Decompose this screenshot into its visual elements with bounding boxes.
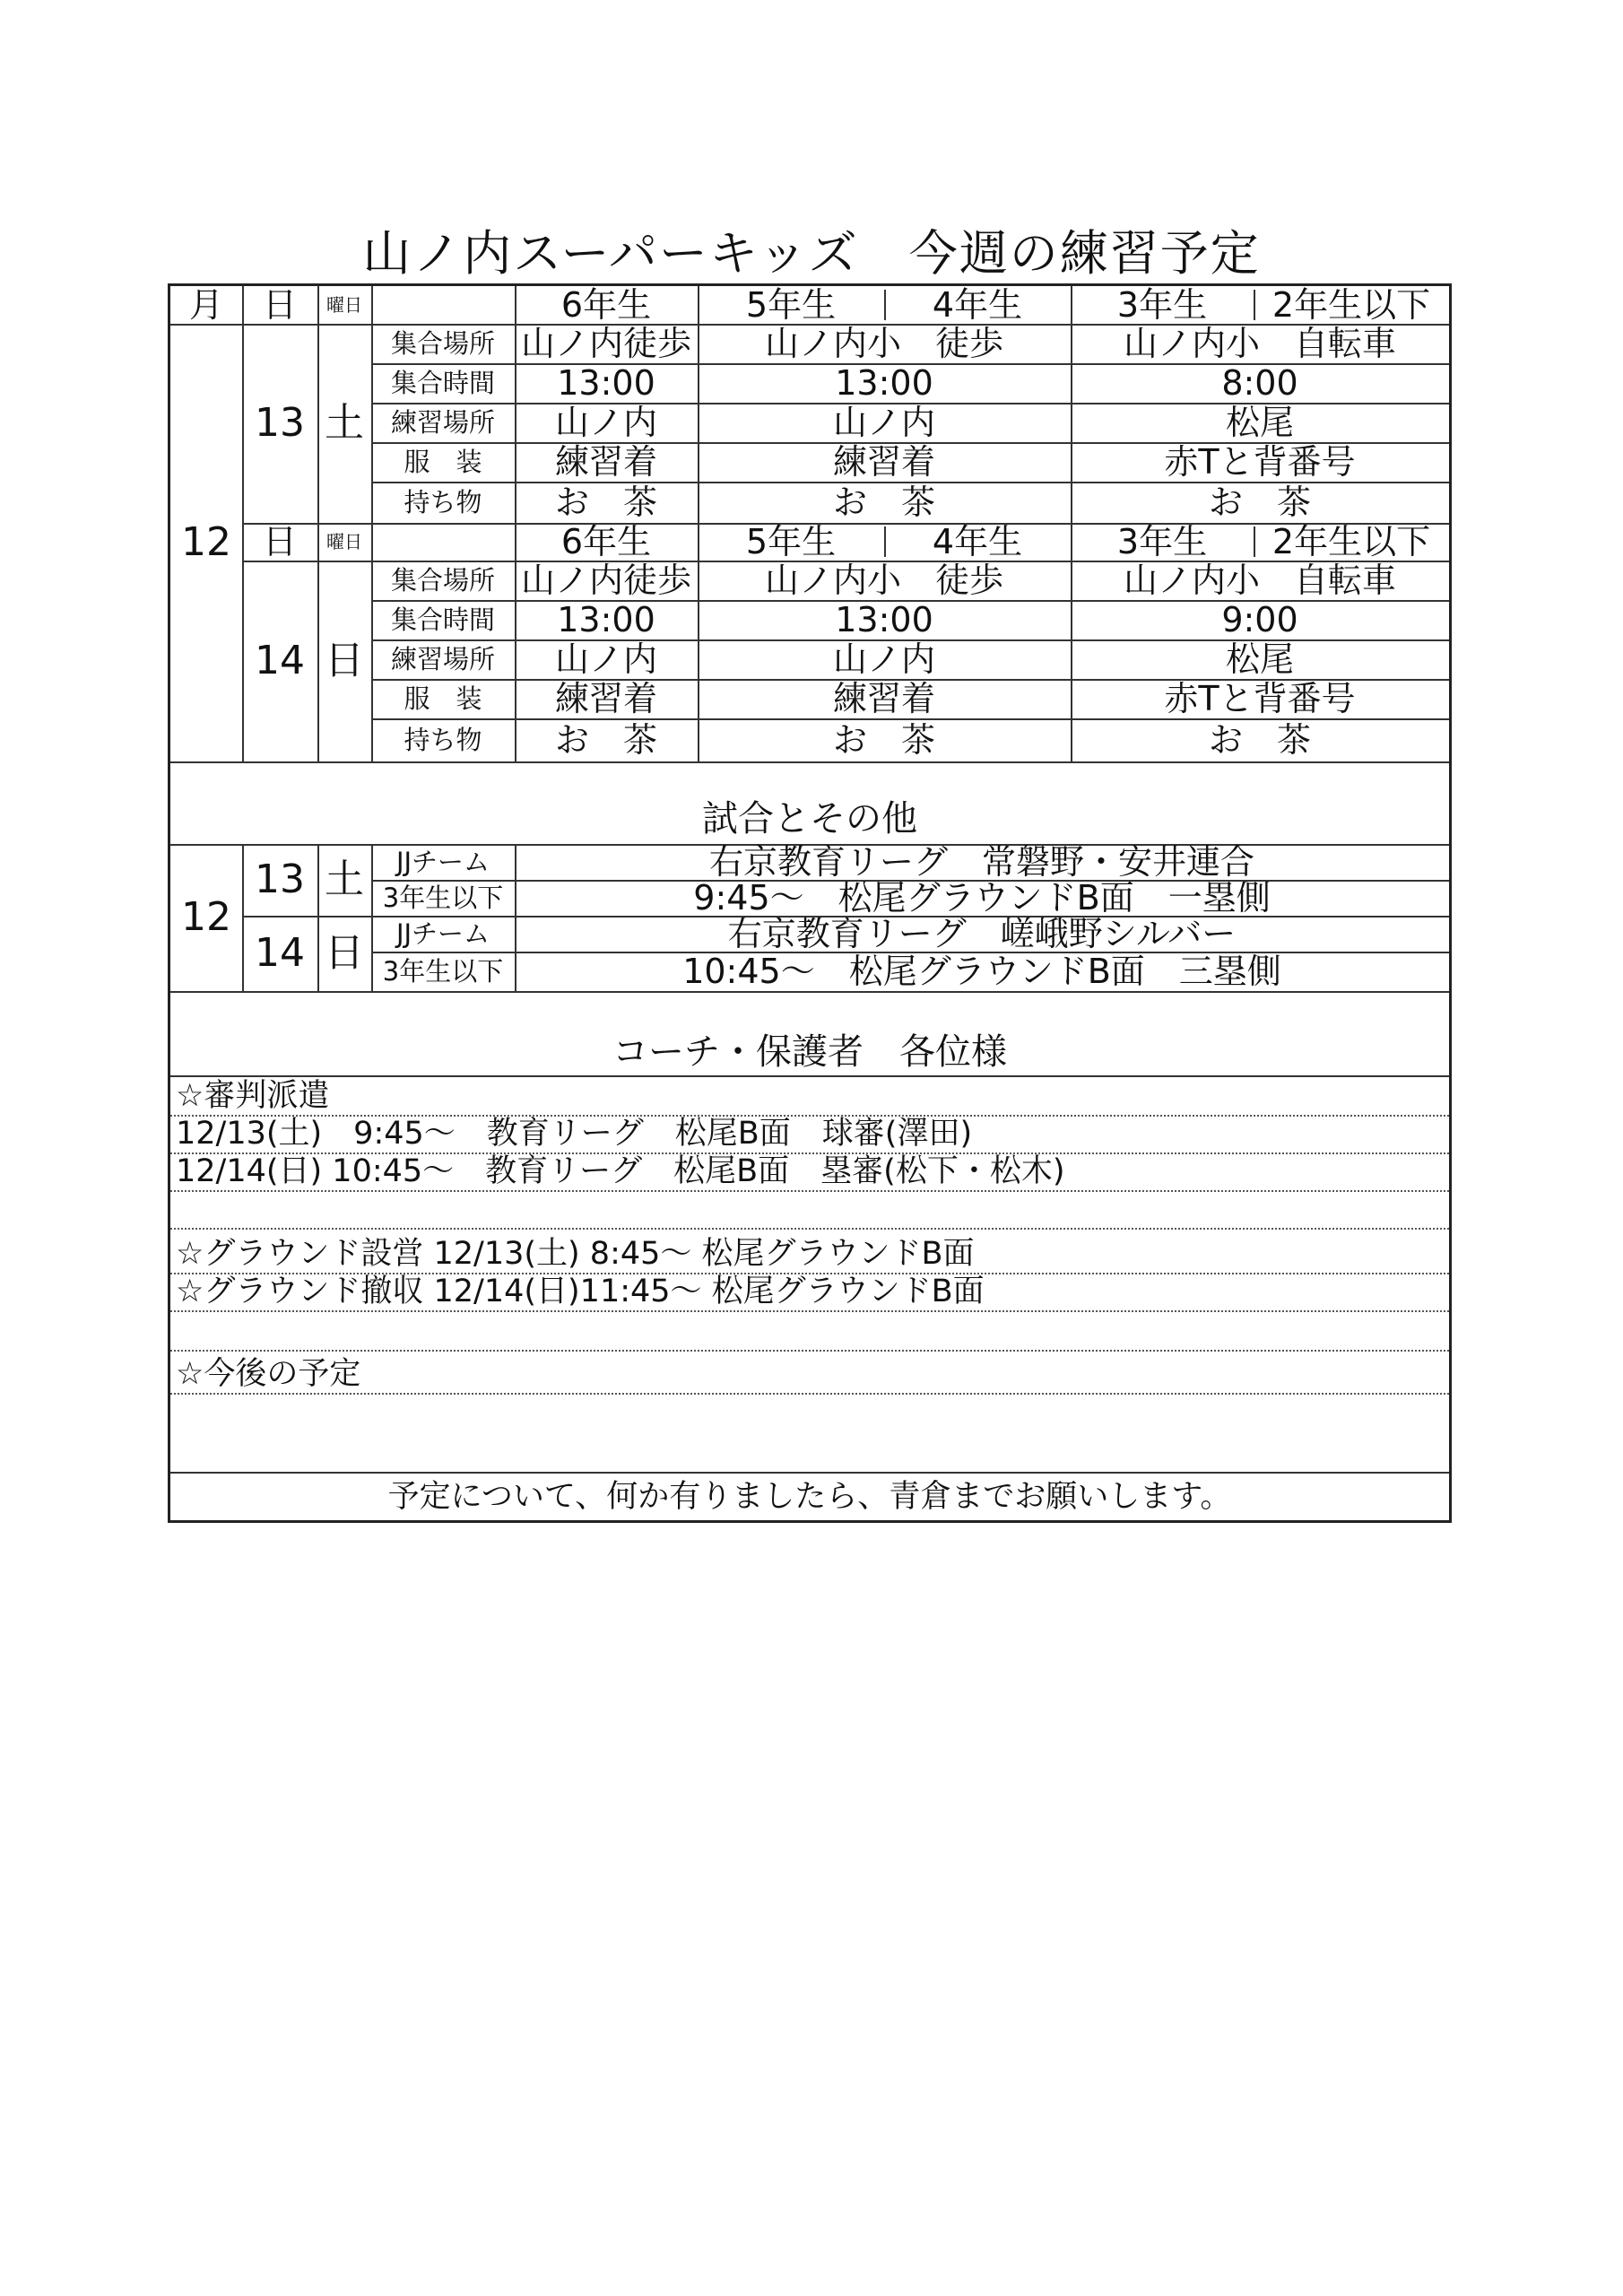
header-weekday-2: 曜日 [326,531,362,552]
cell-14-g32-place: 山ノ内小 自転車 [1123,561,1396,600]
header-weekday: 曜日 [326,294,362,316]
header-grade6: 6年生 [560,285,652,325]
cell-13-g32-place: 山ノ内小 自転車 [1123,324,1396,363]
cell-14-g32-time: 9:00 [1221,600,1298,639]
header-grade4: 4年生 [932,285,1023,325]
cell-13-g45-practice: 山ノ内 [832,403,935,442]
header-grade3-2: 3年生 [1116,522,1208,561]
ground-teardown-line: ☆グラウンド撤収 12/14(日)11:45～ 松尾グラウンドB面 [176,1273,985,1309]
cell-14-g45-time: 13:00 [835,600,933,639]
header-grade4-2: 4年生 [932,522,1023,561]
cell-14-g6-practice: 山ノ内 [554,639,657,679]
games-line2-14: 10:45～ 松尾グラウンドB面 三塁側 [682,952,1281,991]
cell-13-g6-place: 山ノ内徒歩 [520,324,691,363]
cell-13-g45-belongings: お 茶 [832,483,935,522]
header-day-2: 日 [262,522,297,561]
cell-14-g6-time: 13:00 [557,600,655,639]
games-team-jj-13: JJチーム [395,846,490,877]
cell-14-g32-clothing: 赤Tと背番号 [1164,679,1356,718]
cell-13-g6-belongings: お 茶 [554,483,657,522]
weekday-13: 土 [325,400,364,446]
cell-13-g45-place: 山ノ内小 徒歩 [764,324,1003,363]
games-date-13: 13 [255,857,305,902]
row-label-practice-place: 練習場所 [390,406,495,438]
umpire-line-2: 12/14(日) 10:45～ 教育リーグ 松尾B面 塁審(松下・松木) [176,1152,1065,1189]
cell-13-g32-belongings: お 茶 [1208,483,1311,522]
row-label-belongings-2: 持ち物 [404,724,482,755]
header-grade6-2: 6年生 [560,522,652,561]
games-line2-13: 9:45～ 松尾グラウンドB面 一塁側 [693,878,1271,918]
cell-14-g6-place: 山ノ内徒歩 [520,561,691,600]
games-month: 12 [181,894,231,940]
row-label-belongings: 持ち物 [404,486,482,517]
row-label-practice-place-2: 練習場所 [390,643,495,674]
header-grade3: 3年生 [1116,285,1208,325]
header-grade2: 2年生以下 [1271,285,1431,325]
games-weekday-14: 日 [325,930,364,976]
cell-13-g32-practice: 松尾 [1225,403,1294,442]
games-date-14: 14 [255,930,305,976]
row-label-meeting-time-2: 集合時間 [390,604,495,635]
games-line1-13: 右京教育リーグ 常磐野・安井連合 [708,842,1254,882]
header-day: 日 [262,285,297,325]
cell-14-g32-belongings: お 茶 [1208,720,1311,760]
cell-14-g45-place: 山ノ内小 徒歩 [764,561,1003,600]
cell-14-g32-practice: 松尾 [1225,639,1294,679]
cell-14-g45-belongings: お 茶 [832,720,935,760]
row-label-meeting-time: 集合時間 [390,367,495,398]
row-label-clothing-2: 服 装 [404,683,482,714]
row-label-meeting-place-2: 集合場所 [390,564,495,596]
date-14: 14 [255,638,305,683]
schedule-sheet [168,283,1452,1523]
row-label-clothing: 服 装 [404,446,482,477]
cell-13-g32-clothing: 赤Tと背番号 [1164,442,1356,482]
future-heading: ☆今後の予定 [176,1355,361,1392]
cell-14-g45-practice: 山ノ内 [832,639,935,679]
footer-note: 予定について、何か有りましたら、青倉までお願いします。 [387,1478,1232,1515]
games-line1-14: 右京教育リーグ 嵯峨野シルバー [727,914,1237,953]
header-grade2-2: 2年生以下 [1271,522,1431,561]
cell-13-g6-practice: 山ノ内 [554,403,657,442]
header-month: 月 [188,285,223,325]
row-label-meeting-place: 集合場所 [390,327,495,359]
cell-13-g32-time: 8:00 [1221,363,1298,403]
header-grade5-2: 5年生 [745,522,837,561]
cell-14-g6-belongings: お 茶 [554,720,657,760]
umpire-line-1: 12/13(土) 9:45～ 教育リーグ 松尾B面 球審(澤田) [176,1115,973,1152]
games-weekday-13: 土 [325,857,364,902]
cell-13-g6-time: 13:00 [557,363,655,403]
cell-13-g45-clothing: 練習着 [832,442,935,482]
date-13: 13 [255,400,305,446]
notice-heading: コーチ・保護者 各位様 [612,1031,1007,1073]
header-grade5: 5年生 [745,285,837,325]
weekday-14: 日 [325,638,364,683]
cell-14-g45-clothing: 練習着 [832,679,935,718]
cell-13-g45-time: 13:00 [835,363,933,403]
ground-setup-line: ☆グラウンド設営 12/13(土) 8:45～ 松尾グラウンドB面 [176,1235,975,1272]
month-cell: 12 [181,519,231,565]
games-team-u3-14: 3年生以下 [382,955,504,987]
umpire-heading: ☆審判派遣 [176,1077,330,1114]
games-team-jj-14: JJチーム [395,918,490,949]
cell-13-g6-clothing: 練習着 [554,442,657,482]
games-heading: 試合とその他 [702,798,917,839]
games-team-u3-13: 3年生以下 [382,882,504,913]
cell-14-g6-clothing: 練習着 [554,679,657,718]
page-title: 山ノ内スーパーキッズ 今週の練習予定 [362,225,1261,282]
